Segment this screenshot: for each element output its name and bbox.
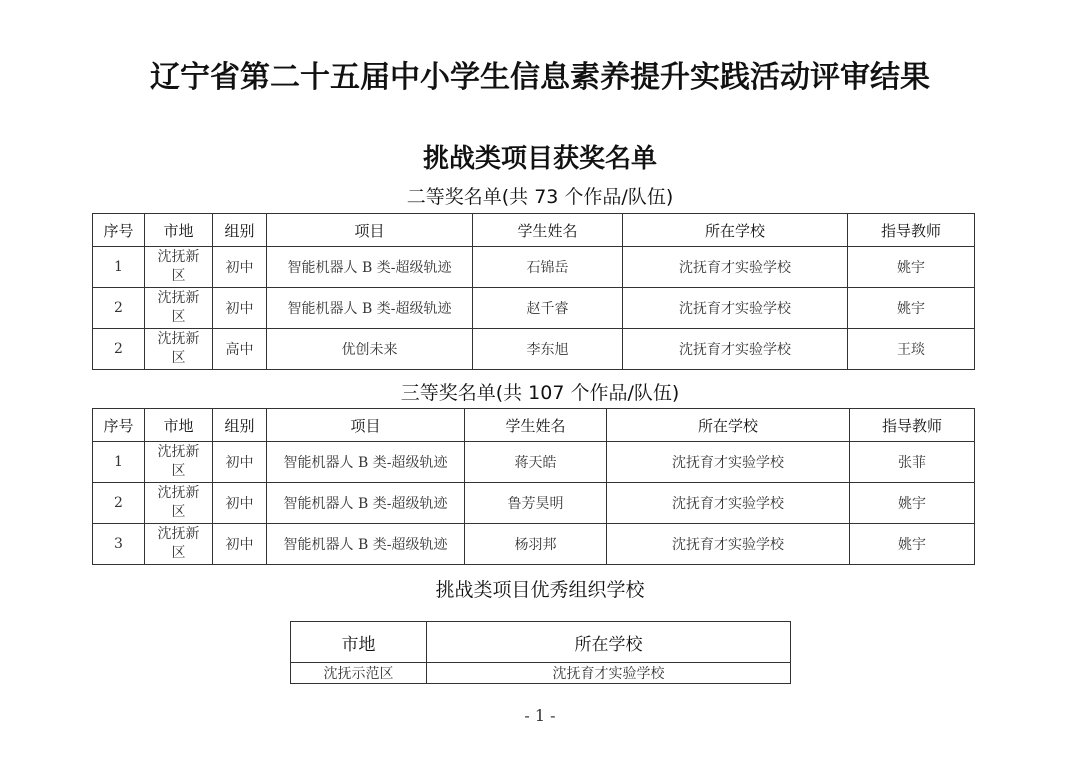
cell-school: 沈抚育才实验学校 (623, 288, 848, 329)
cell-group: 初中 (213, 442, 267, 483)
cell-index: 1 (93, 247, 145, 288)
cell-project: 智能机器人 B 类-超级轨迹 (267, 442, 465, 483)
cell-city: 沈抚新区 (145, 288, 213, 329)
cell-student: 赵千睿 (473, 288, 623, 329)
header-school: 所在学校 (607, 409, 850, 442)
header-student: 学生姓名 (465, 409, 607, 442)
cell-teacher: 姚宇 (848, 288, 975, 329)
cell-school: 沈抚育才实验学校 (607, 483, 850, 524)
cell-index: 2 (93, 483, 145, 524)
cell-project: 智能机器人 B 类-超级轨迹 (267, 288, 473, 329)
cell-project: 优创未来 (267, 329, 473, 370)
cell-city: 沈抚新区 (145, 442, 213, 483)
page-number: - 1 - (524, 706, 556, 725)
table-row (93, 524, 975, 565)
cell-school: 沈抚育才实验学校 (607, 524, 850, 565)
cell-school: 沈抚育才实验学校 (427, 663, 791, 684)
cell-teacher: 姚宇 (850, 524, 975, 565)
header-group: 组别 (213, 409, 267, 442)
header-city: 市地 (291, 622, 427, 663)
cell-city: 沈抚示范区 (291, 663, 427, 684)
header-project: 项目 (267, 214, 473, 247)
cell-student: 石锦岳 (473, 247, 623, 288)
cell-student: 李东旭 (473, 329, 623, 370)
cell-project: 智能机器人 B 类-超级轨迹 (267, 247, 473, 288)
cell-student: 蒋天皓 (465, 442, 607, 483)
cell-index: 2 (93, 288, 145, 329)
cell-index: 3 (93, 524, 145, 565)
cell-group: 初中 (213, 288, 267, 329)
table-row (93, 442, 975, 483)
table-row (93, 329, 975, 370)
cell-student: 鲁芳昊明 (465, 483, 607, 524)
document-title: 辽宁省第二十五届中小学生信息素养提升实践活动评审结果 (150, 60, 930, 95)
cell-group: 初中 (213, 247, 267, 288)
table-row (93, 247, 975, 288)
second-prize-heading: 二等奖名单(共 73 个作品/队伍) (406, 186, 674, 208)
cell-project: 智能机器人 B 类-超级轨迹 (267, 483, 465, 524)
cell-group: 高中 (213, 329, 267, 370)
cell-student: 杨羽邦 (465, 524, 607, 565)
cell-teacher: 姚宇 (850, 483, 975, 524)
header-index: 序号 (93, 214, 145, 247)
cell-index: 2 (93, 329, 145, 370)
cell-group: 初中 (213, 483, 267, 524)
header-city: 市地 (145, 214, 213, 247)
cell-index: 1 (93, 442, 145, 483)
cell-project: 智能机器人 B 类-超级轨迹 (267, 524, 465, 565)
table-row (93, 483, 975, 524)
cell-teacher: 姚宇 (848, 247, 975, 288)
header-teacher: 指导教师 (848, 214, 975, 247)
cell-city: 沈抚新区 (145, 247, 213, 288)
header-school: 所在学校 (623, 214, 848, 247)
second-prize-table (92, 213, 975, 370)
third-prize-table (92, 408, 975, 565)
header-city: 市地 (145, 409, 213, 442)
cell-school: 沈抚育才实验学校 (607, 442, 850, 483)
header-student: 学生姓名 (473, 214, 623, 247)
cell-school: 沈抚育才实验学校 (623, 247, 848, 288)
header-school: 所在学校 (427, 622, 791, 663)
header-group: 组别 (213, 214, 267, 247)
section-title: 挑战类项目获奖名单 (422, 144, 657, 174)
header-teacher: 指导教师 (850, 409, 975, 442)
header-index: 序号 (93, 409, 145, 442)
table-header-row (291, 622, 791, 663)
table-header-row (93, 409, 975, 442)
org-schools-heading: 挑战类项目优秀组织学校 (435, 579, 645, 601)
cell-teacher: 王琰 (848, 329, 975, 370)
table-row (93, 288, 975, 329)
cell-teacher: 张菲 (850, 442, 975, 483)
cell-city: 沈抚新区 (145, 483, 213, 524)
cell-school: 沈抚育才实验学校 (623, 329, 848, 370)
org-schools-table (290, 621, 791, 684)
table-row (291, 663, 791, 684)
cell-group: 初中 (213, 524, 267, 565)
cell-city: 沈抚新区 (145, 524, 213, 565)
table-header-row (93, 214, 975, 247)
header-project: 项目 (267, 409, 465, 442)
third-prize-heading: 三等奖名单(共 107 个作品/队伍) (400, 382, 680, 404)
cell-city: 沈抚新区 (145, 329, 213, 370)
